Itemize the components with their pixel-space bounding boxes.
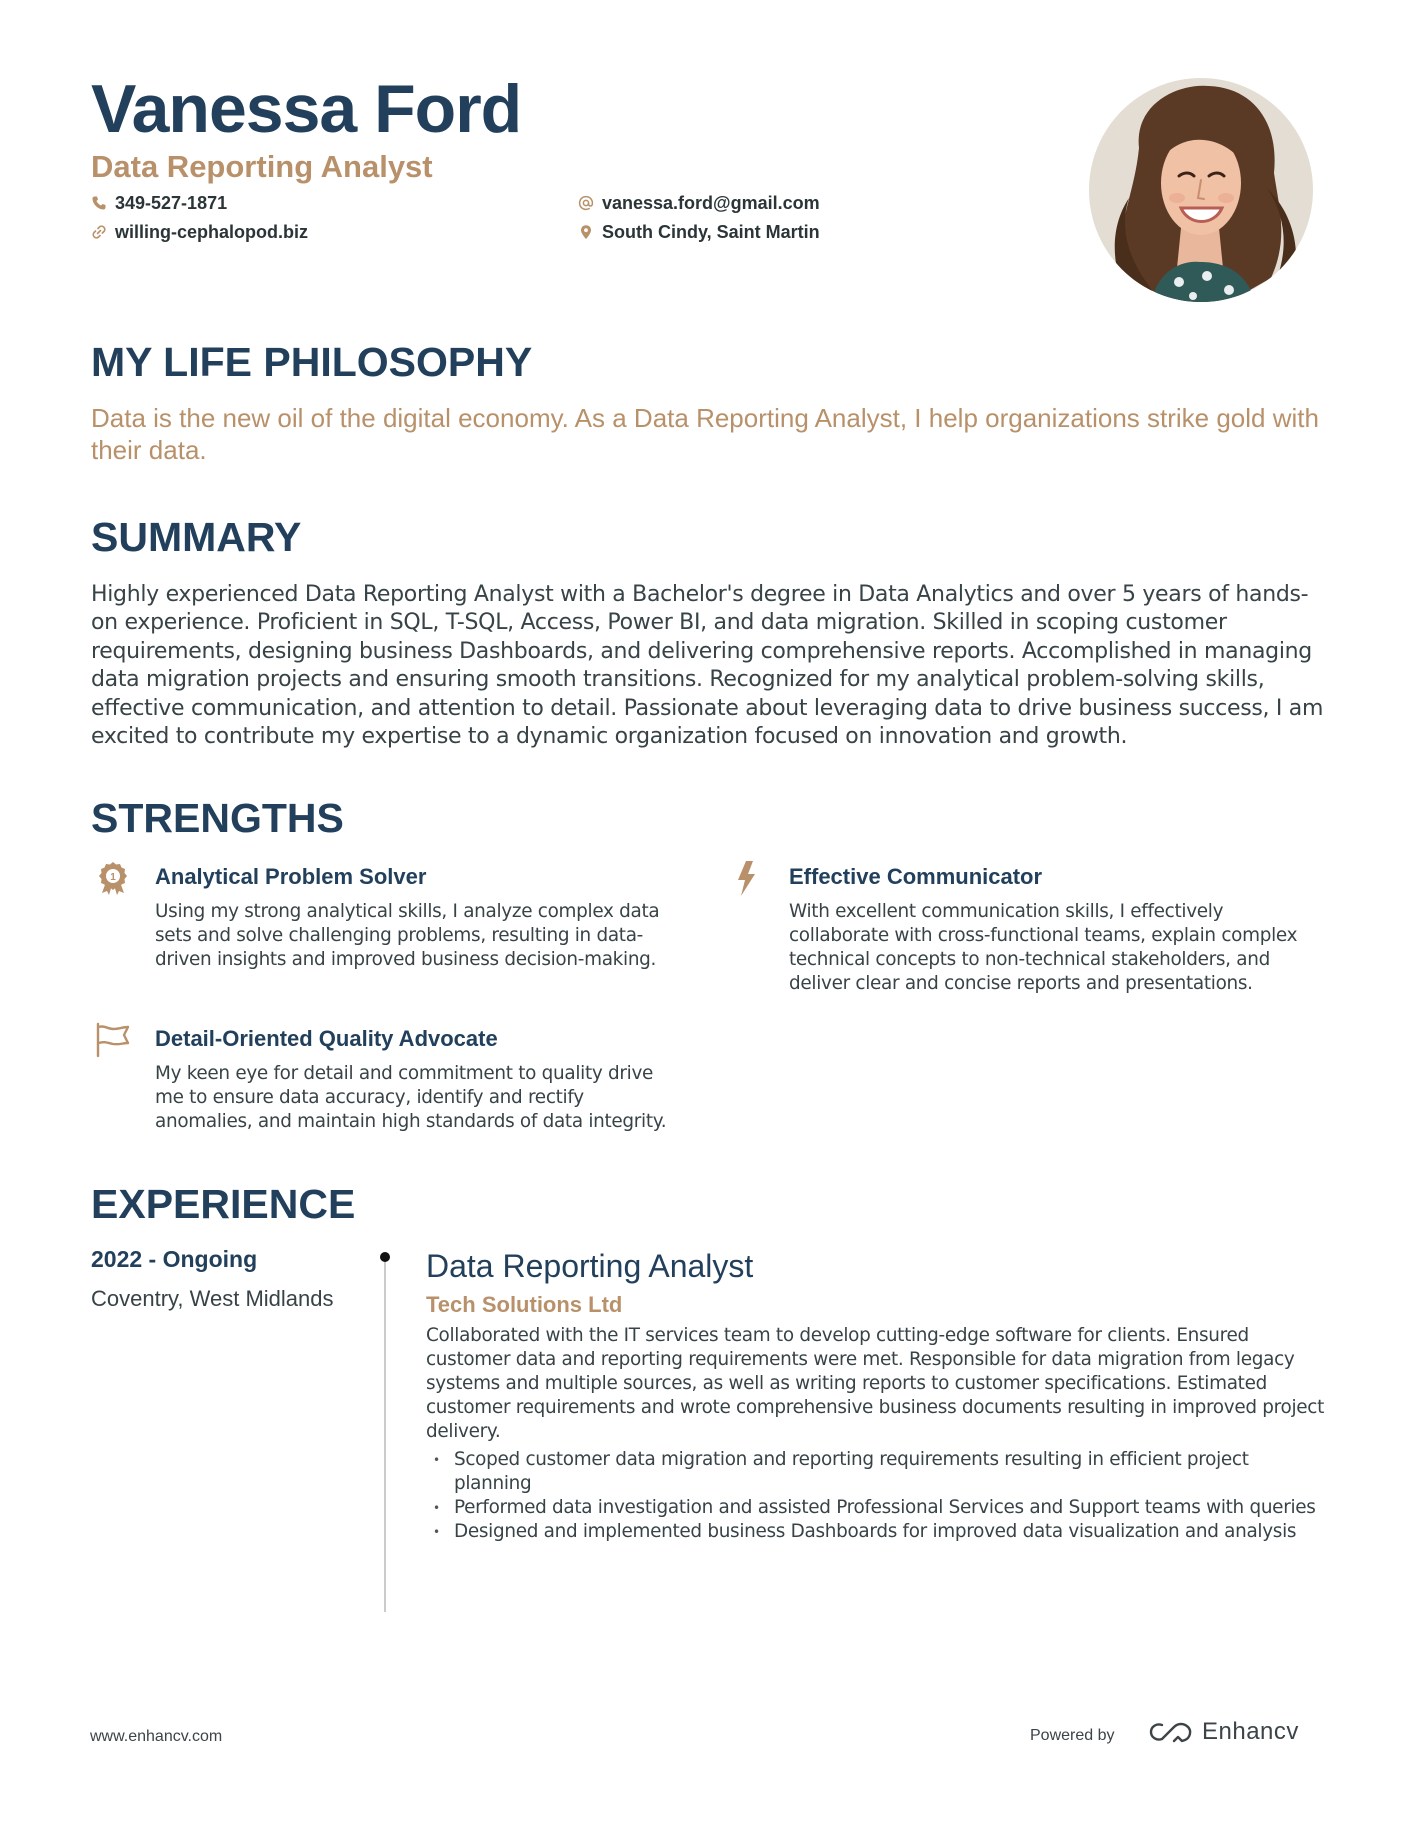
philosophy-heading: MY LIFE PHILOSOPHY — [91, 339, 533, 385]
phone-icon — [91, 195, 107, 211]
strength-title: Analytical Problem Solver — [155, 864, 427, 889]
strength-title: Detail-Oriented Quality Advocate — [155, 1026, 498, 1051]
profile-photo — [1089, 78, 1313, 302]
location-text: South Cindy, Saint Martin — [602, 222, 820, 242]
strength-title: Effective Communicator — [789, 864, 1043, 889]
list-item: • Scoped customer data migration and reporting requirements resulting in efficient project planning — [426, 1448, 1326, 1496]
email-text: vanessa.ford@gmail.com — [602, 193, 820, 213]
enhancv-logo-icon — [1148, 1720, 1194, 1744]
footer-powered-by: Powered by — [1030, 1727, 1115, 1744]
experience-location: Coventry, West Midlands — [91, 1286, 334, 1311]
contact-website[interactable] — [91, 223, 308, 241]
experience-heading: EXPERIENCE — [91, 1181, 356, 1227]
list-item: • Designed and implemented business Dashboards for improved data visualization and analysis — [426, 1520, 1326, 1544]
phone-text: 349-527-1871 — [115, 193, 228, 213]
contact-location — [578, 223, 820, 241]
summary-text: Highly experienced Data Reporting Analyst with a Bachelor's degree in Data Analytics and over 5 years of hands-on experience. Proficient in SQL, T-SQL, Access, Power BI, and data migration. Skilled in scoping customer requirements, designing business Dashboards, and delivering comprehensive reports. Accomplished in managing data migration projects and ensuring smooth transitions. Recognized for my analytical problem-solving skills, effective communication, and attention to detail. Passionate about leveraging data to drive business success, I am excited to contribute my expertise to a dynamic organization focused on innovation and growth. — [91, 582, 1324, 750]
strengths-heading: STRENGTHS — [91, 795, 344, 841]
philosophy-quote: Data is the new oil of the digital economy. As a Data Reporting Analyst, I help organizations strike gold with their data. — [91, 403, 1319, 465]
experience-description: Collaborated with the IT services team to develop cutting-edge software for clients. Ensured customer data and reporting requirements were met. Responsible for data migration from legacy systems and multiple sources, as well as writing reports to customer specifications. Estimated customer requirements and wrote comprehensive business documents resulting in improved project delivery. — [426, 1325, 1324, 1442]
link-icon — [91, 224, 107, 240]
summary-heading: SUMMARY — [91, 514, 302, 560]
flag-icon — [95, 1022, 131, 1058]
strength-description: With excellent communication skills, I effectively collaborate with cross-functional teams, explain complex technical concepts to non-technical stakeholders, and deliver clear and concise reports and presentations. — [789, 901, 1298, 994]
candidate-name: Vanessa Ford — [91, 71, 522, 147]
strength-description: My keen eye for detail and commitment to quality drive me to ensure data accuracy, identify and rectify anomalies, and maintain high standards of data integrity. — [155, 1063, 667, 1132]
experience-date: 2022 - Ongoing — [91, 1246, 258, 1272]
website-text: willing-cephalopod.biz — [115, 222, 308, 242]
experience-bullets — [426, 1448, 1326, 1544]
at-sign-icon — [578, 195, 594, 211]
candidate-title: Data Reporting Analyst — [91, 149, 433, 184]
experience-job-title: Data Reporting Analyst — [426, 1248, 754, 1284]
svg-text:1: 1 — [110, 872, 116, 883]
timeline-line — [384, 1258, 386, 1612]
list-item: • Performed data investigation and assisted Professional Services and Support teams with queries — [426, 1496, 1326, 1520]
contact-phone — [91, 194, 227, 212]
award-ribbon-icon — [95, 860, 131, 896]
map-pin-icon — [578, 224, 594, 240]
experience-company: Tech Solutions Ltd — [426, 1292, 623, 1317]
contact-email[interactable] — [578, 194, 820, 212]
strength-description: Using my strong analytical skills, I analyze complex data sets and solve challenging problems, resulting in data-driven insights and improved business decision-making. — [155, 901, 660, 970]
timeline-dot — [380, 1252, 390, 1262]
footer-url[interactable]: www.enhancv.com — [90, 1728, 223, 1745]
lightning-bolt-icon — [729, 860, 765, 896]
enhancv-logo[interactable] — [1148, 1718, 1299, 1746]
brand-name: Enhancv — [1202, 1718, 1299, 1745]
